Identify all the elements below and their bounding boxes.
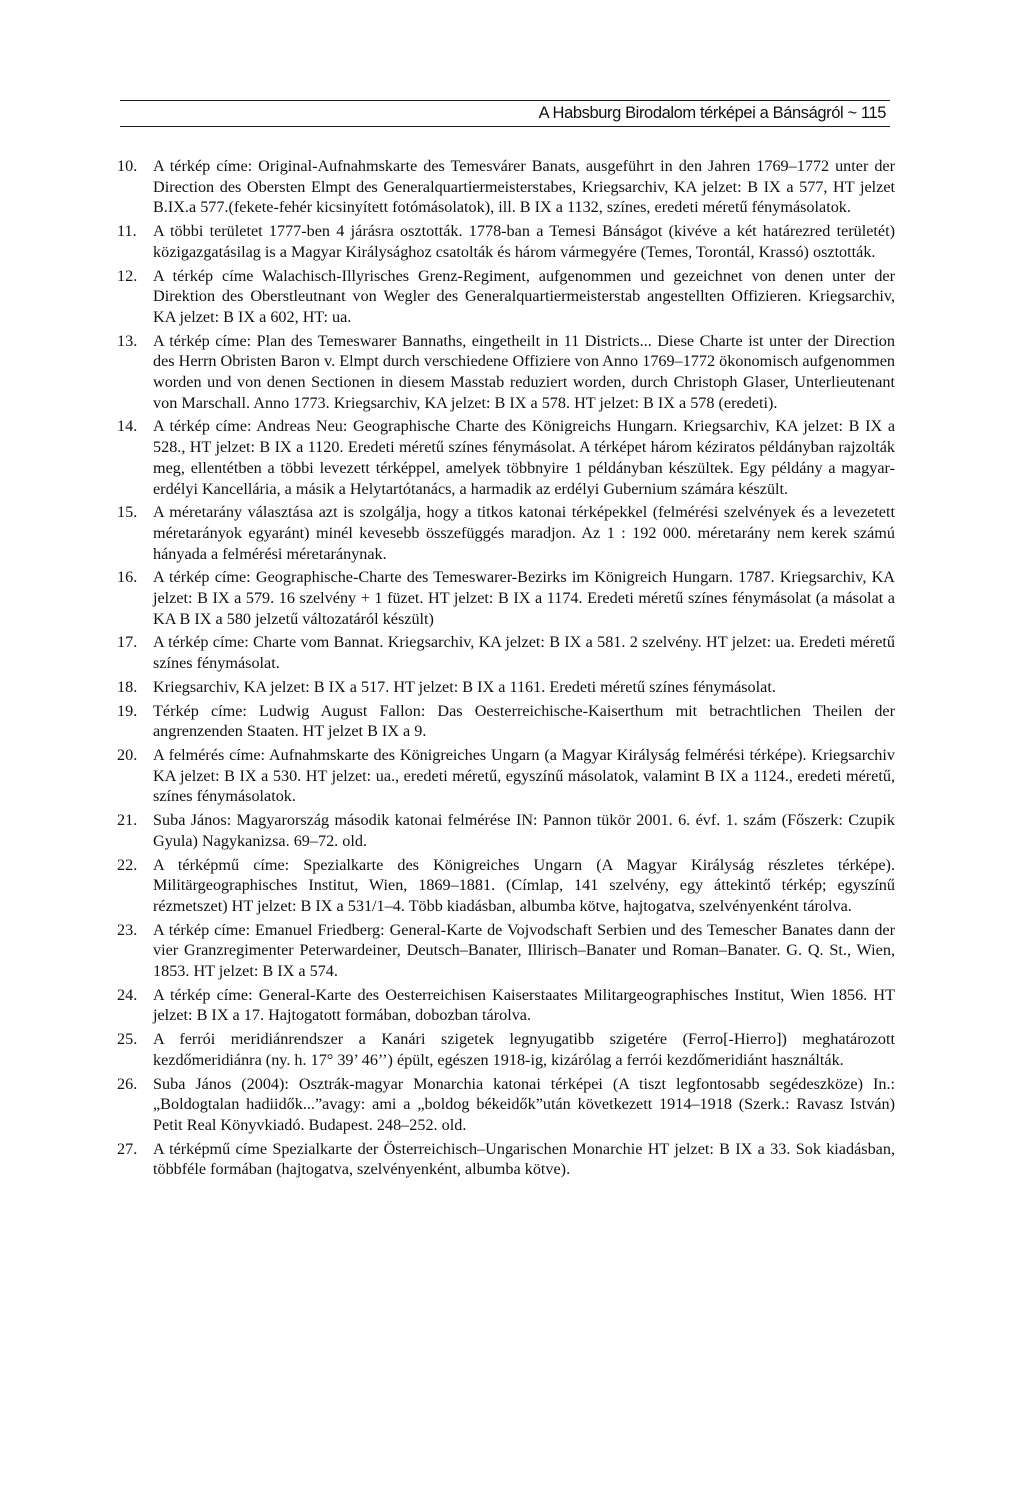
note-item-18: [117, 677, 895, 698]
note-number: 11.: [117, 222, 137, 241]
note-number: 13.: [117, 331, 138, 350]
note-item-24: [117, 985, 895, 1026]
note-item-21: [117, 810, 895, 851]
note-text: Suba János: Magyarország második katonai felmérése IN: Pannon tükör 2001. 6. évf. 1. szám (Főszerk: Czupik Gyula) Nagykanizsa. 69–72. old.: [153, 811, 895, 850]
note-item-10: [117, 156, 895, 218]
note-item-27: [117, 1139, 895, 1180]
note-number: 22.: [117, 855, 138, 874]
note-number: 14.: [117, 417, 138, 436]
note-text: Kriegsarchiv, KA jelzet: B IX a 517. HT jelzet: B IX a 1161. Eredeti méretű színes fénymásolat.: [153, 677, 776, 696]
note-number: 16.: [117, 568, 138, 587]
note-item-12: [117, 266, 895, 328]
note-text: A térkép címe: Geographische-Charte des Temeswarer-Bezirks im Königreich Hungarn. 1787. Kriegsarchiv, KA jelzet: B IX a 579. 16 szelvény + 1 füzet. HT jelzet: B IX a 1174. Eredeti méretű színes fénymásolat (a másolat a KA B IX a 580 jelzetű változatáról készült): [153, 568, 895, 628]
note-text: A térkép címe Walachisch-Illyrisches Grenz-Regiment, aufgenommen und gezeichnet von denen unter der Direktion des Oberstleutnant von Wegler des Generalquartiermeisterstab angestellten Offizieren. Kriegsarchiv, KA jelzet: B IX a 602, HT: ua.: [153, 266, 895, 326]
note-text: A térkép címe: Andreas Neu: Geographische Charte des Königreichs Hungarn. Kriegsarchiv, KA jelzet: B IX a 528., HT jelzet: B IX a 1120. Eredeti méretű színes fénymásolat. A térképet három kéziratos példányban rajzolták meg, ellentétben a többi levezett térképpel, amelyek többnyire 1 példányban készültek. Egy példány a magyar-erdélyi Kancellária, a másik a Helytartótanács, a harmadik az erdélyi Gubernium számára készült.: [153, 417, 895, 498]
note-item-25: [117, 1029, 895, 1070]
note-text: A felmérés címe: Aufnahmskarte des Königreiches Ungarn (a Magyar Királyság felmérési térképe). Kriegsarchiv KA jelzet: B IX a 530. HT jelzet: ua., eredeti méretű, egyszínű másolatok, valamint B IX a 1124., eredeti méretű, színes fénymásolatok.: [153, 745, 895, 806]
note-number: 17.: [117, 633, 138, 652]
note-item-19: [117, 701, 895, 742]
note-text: A többi területet 1777-ben 4 járásra osztották. 1778-ban a Temesi Bánságot (kivéve a két határezred területét) közigazgatásilag is a Magyar Királysághoz csatolták és három vármegyére (Temes, Torontál, Krassó) osztották.: [153, 222, 895, 261]
note-item-15: [117, 502, 895, 564]
note-text: A térkép címe: Original-Aufnahmskarte des Temesvárer Banats, ausgeführt in den Jahren 1769–1772 unter der Direction des Obersten Elmpt des Generalquartiermeisterstabes, Kriegsarchiv, KA jelzet: B IX a 577, HT jelzet B.IX.a 577.(fekete-fehér kicsinyített fotómásolatok), ill. B IX a 1132, színes, eredeti méretű fénymásolatok.: [153, 157, 895, 217]
note-number: 25.: [117, 1030, 138, 1049]
note-number: 26.: [117, 1074, 138, 1093]
note-number: 15.: [117, 503, 138, 522]
note-number: 10.: [117, 157, 138, 175]
note-text: A térképmű címe: Spezialkarte des Königreiches Ungarn (A Magyar Királyság részletes térképe). Militärgeographisches Institut, Wien, 1869–1881. (Címlap, 141 szelvény, egy áttekintő térkép; egyszínű rézmetszet) HT jelzet: B IX a 531/1–4. Több kiadásban, albumba kötve, hajtogatva, szelvényenként tárolva.: [153, 855, 895, 915]
note-text: Suba János (2004): Osztrák-magyar Monarchia katonai térképei (A tiszt legfontosabb segédeszköze) In.:„Boldogtalan hadiidők...”avagy: ami a „boldog békeidők”után következett 1914–1918 (Szerk.: Ravasz István) Petit Real Könyvkiadó. Budapest. 248–252. old.: [153, 1074, 895, 1134]
note-item-23: [117, 920, 895, 982]
note-text: Térkép címe: Ludwig August Fallon: Das Oesterreichische-Kaiserthum mit betrachtlichen Theilen der angrenzenden Staaten. HT jelzet B IX a 9.: [153, 701, 895, 741]
note-item-20: [117, 745, 895, 807]
note-item-16: [117, 567, 895, 629]
note-item-14: [117, 416, 895, 499]
note-number: 12.: [117, 266, 138, 285]
note-text: A méretarány választása azt is szolgálja, hogy a titkos katonai térképekkel (felmérési szelvények és a levezetett méretarányok egyaránt) minél kevesebb összefüggés maradjon. Az 1 : 192 000. méretarány nem kerek számú hányada a felmérési méretaránynak.: [153, 503, 895, 563]
note-item-17: [117, 632, 895, 673]
note-text: A térkép címe: Emanuel Friedberg: General-Karte de Vojvodschaft Serbien und des Temescher Banates dann der vier Granzregimenter Peterwardeiner, Deutsch–Banater, Illirisch–Banater und Roman–Banater. G. Q. St., Wien, 1853. HT jelzet: B IX a 574.: [153, 920, 895, 981]
note-item-13: [117, 331, 895, 414]
running-header: [120, 100, 890, 127]
note-text: A térkép címe: Charte vom Bannat. Kriegsarchiv, KA jelzet: B IX a 581. 2 szelvény. HT jelzet: ua. Eredeti méretű színes fénymásolat.: [153, 633, 895, 673]
note-item-11: [117, 221, 895, 262]
note-number: 24.: [117, 985, 138, 1004]
note-text: A térkép címe: Plan des Temeswarer Bannaths, eingetheilt in 11 Districts... Diese Charte ist unter der Direction des Herrn Obristen Baron v. Elmpt durch verschiedene Offiziere von Anno 1769–1772 ökonomisch aufgenommen worden und von denen Sectionen in diesem Masstab reduziert worden, durch Christoph Glaser, Unterlieutenant von Marschall. Anno 1773. Kriegsarchiv, KA jelzet: B IX a 578. HT jelzet: B IX a 578 (eredeti).: [153, 331, 895, 412]
note-number: 21.: [117, 811, 138, 830]
note-item-26: [117, 1074, 895, 1136]
note-number: 20.: [117, 745, 138, 764]
note-item-22: [117, 855, 895, 917]
note-number: 23.: [117, 920, 138, 939]
note-text: A térképmű címe Spezialkarte der Österreichisch–Ungarischen Monarchie HT jelzet: B IX a 33. Sok kiadásban, többféle formában (hajtogatva, szelvényenként, albumba kötve).: [153, 1139, 895, 1179]
note-text: A ferrói meridiánrendszer a Kanári szigetek legnyugatibb szigetére (Ferro[-Hierro]) meghatározott kezdőmeridiánra (ny. h. 17° 39’ 46’’) épült, egészen 1918-ig, kizárólag a ferrói kezdőmeridiánt használták.: [153, 1030, 895, 1069]
header-title: A Habsburg Birodalom térképei a Bánságról ~ 115: [538, 104, 886, 122]
note-text: A térkép címe: General-Karte des Oesterreichisen Kaiserstaates Militargeographisches Institut, Wien 1856. HT jelzet: B IX a 17. Hajtogatott formában, dobozban tárolva.: [153, 985, 895, 1025]
note-number: 18.: [117, 677, 138, 696]
note-number: 19.: [117, 701, 138, 720]
note-number: 27.: [117, 1139, 138, 1158]
endnotes-list: [117, 156, 895, 1183]
